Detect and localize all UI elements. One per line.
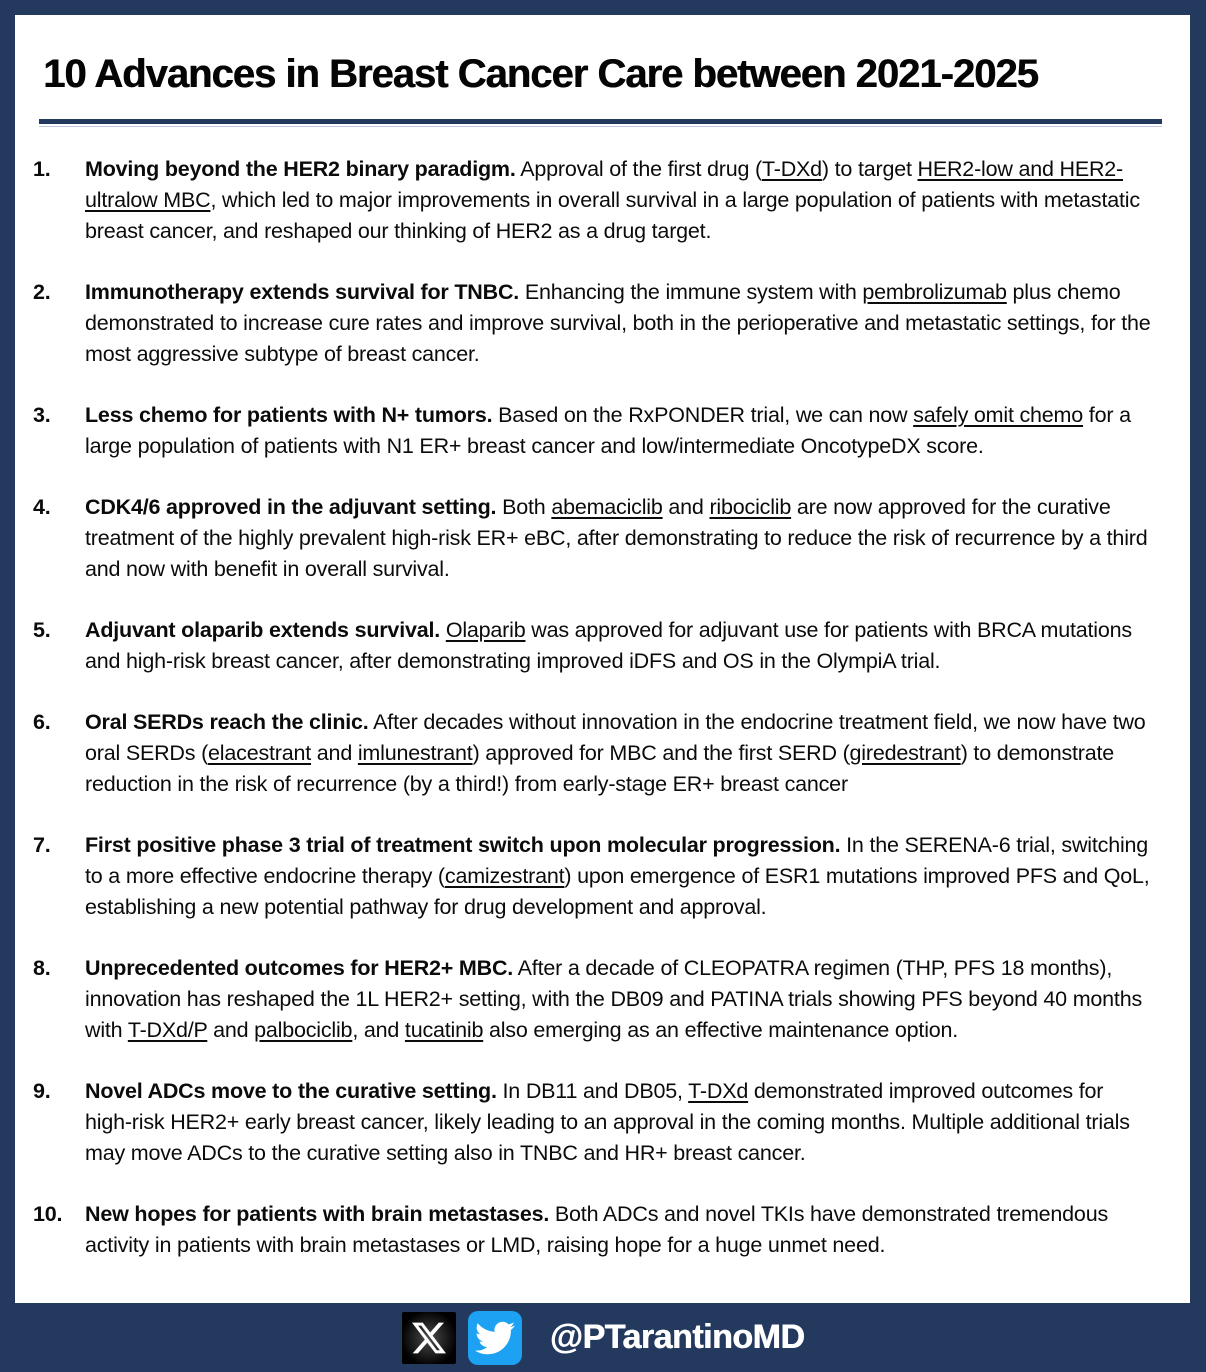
list-item <box>33 400 1170 462</box>
item-plain-text: , which led to major improvements in overall survival in a large population of patients with metastatic breast cancer, and reshaped our thinking of HER2 as a drug target. <box>85 188 1140 243</box>
item-plain-text: Both <box>496 495 552 519</box>
list-item <box>33 154 1170 247</box>
item-text <box>85 615 1170 677</box>
item-plain-text: also emerging as an effective maintenance option. <box>483 1018 959 1042</box>
item-lead-bold: First positive phase 3 trial of treatment switch upon molecular progression. <box>85 833 841 857</box>
item-underlined-term: safely omit chemo <box>913 403 1084 427</box>
twitter-bird-icon <box>468 1311 522 1365</box>
item-underlined-term: T-DXd/P <box>127 1018 208 1042</box>
item-underlined-term: camizestrant <box>444 864 565 888</box>
item-text <box>85 492 1170 585</box>
list-item <box>33 492 1170 585</box>
item-number: 1. <box>33 157 51 181</box>
item-plain-text: , and <box>352 1018 405 1042</box>
item-underlined-term: ribociclib <box>709 495 792 519</box>
item-plain-text: for a large population of patients with N1 ER+ breast cancer and low/intermediate OncotypeDX score. <box>85 403 1131 458</box>
item-lead-bold: Unprecedented outcomes for HER2+ MBC. <box>85 956 514 980</box>
item-plain-text: Approval of the first drug ( <box>515 157 762 181</box>
item-plain-text: In DB11 and DB05, <box>496 1079 689 1103</box>
item-text <box>85 154 1170 247</box>
item-number: 10. <box>33 1202 63 1226</box>
item-underlined-term: imlunestrant <box>357 741 473 765</box>
item-plain-text: Based on the RxPONDER trial, we can now <box>492 403 914 427</box>
item-lead-bold: Adjuvant olaparib extends survival. <box>85 618 441 642</box>
item-plain-text: are now approved for the curative treatment of the highly prevalent high-risk ER+ eBC, after demonstrating to reduce the risk of recurrence by a third and now with benefit in overall survival. <box>85 495 1148 581</box>
page-title: 10 Advances in Breast Cancer Care between 2021-2025 <box>43 52 1038 96</box>
item-text <box>85 953 1170 1046</box>
item-text <box>85 400 1170 462</box>
item-number: 4. <box>33 495 51 519</box>
item-text <box>85 830 1170 923</box>
item-plain-text: and <box>662 495 710 519</box>
list-item <box>33 1199 1170 1261</box>
item-lead-bold: Moving beyond the HER2 binary paradigm. <box>85 157 516 181</box>
item-underlined-term: T-DXd <box>688 1079 749 1103</box>
item-number: 5. <box>33 618 51 642</box>
item-number: 9. <box>33 1079 51 1103</box>
item-underlined-term: T-DXd <box>761 157 822 181</box>
item-underlined-term: palbociclib <box>254 1018 353 1042</box>
list-item <box>33 615 1170 677</box>
item-plain-text: Enhancing the immune system with <box>519 280 863 304</box>
item-lead-bold: CDK4/6 approved in the adjuvant setting. <box>85 495 497 519</box>
content-area <box>15 15 1190 1303</box>
item-underlined-term: abemaciclib <box>551 495 663 519</box>
item-number: 2. <box>33 280 51 304</box>
list-item <box>33 277 1170 370</box>
item-number: 8. <box>33 956 51 980</box>
item-plain-text: ) upon emergence of ESR1 mutations improved PFS and QoL, establishing a new potential pathway for drug development and approval. <box>85 864 1150 919</box>
item-underlined-term: pembrolizumab <box>862 280 1007 304</box>
item-lead-bold: Novel ADCs move to the curative setting. <box>85 1079 497 1103</box>
item-lead-bold: Immunotherapy extends survival for TNBC. <box>85 280 520 304</box>
item-plain-text: After decades without innovation in the endocrine treatment field, we now have two oral SERDs ( <box>85 710 1146 765</box>
item-plain-text: was approved for adjuvant use for patients with BRCA mutations and high-risk breast cancer, after demonstrating improved iDFS and OS in the OlympiA trial. <box>85 618 1132 673</box>
title-divider <box>39 119 1162 127</box>
item-text <box>85 277 1170 370</box>
item-plain-text: demonstrated improved outcomes for high-risk HER2+ early breast cancer, likely leading to an approval in the coming months. Multiple additional trials may move ADCs to the curative setting also in TNBC and HR+ breast cancer. <box>85 1079 1130 1165</box>
item-text <box>85 1076 1170 1169</box>
advances-list <box>33 154 1170 1261</box>
item-underlined-term: elacestrant <box>208 741 312 765</box>
item-plain-text: Both ADCs and novel TKIs have demonstrated tremendous activity in patients with brain metastases or LMD, raising hope for a huge unmet need. <box>85 1202 1109 1257</box>
item-plain-text: and <box>207 1018 255 1042</box>
list-item <box>33 707 1170 800</box>
item-underlined-term: giredestrant <box>849 741 961 765</box>
item-number: 3. <box>33 403 51 427</box>
item-text <box>85 707 1170 800</box>
divider-thick-line <box>39 119 1162 124</box>
item-plain-text: ) approved for MBC and the first SERD ( <box>472 741 850 765</box>
item-number: 6. <box>33 710 51 734</box>
item-plain-text: plus chemo demonstrated to increase cure rates and improve survival, both in the perioperative and metastatic settings, for the most aggressive subtype of breast cancer. <box>85 280 1151 366</box>
item-text <box>85 1199 1170 1261</box>
divider-thin-line <box>39 126 1162 127</box>
list-item <box>33 953 1170 1046</box>
item-lead-bold: Oral SERDs reach the clinic. <box>85 710 369 734</box>
list-item <box>33 1076 1170 1169</box>
item-number: 7. <box>33 833 51 857</box>
item-plain-text: ) to demonstrate reduction in the risk of recurrence (by a third!) from early-stage ER+ breast cancer <box>85 741 1115 796</box>
item-lead-bold: Less chemo for patients with N+ tumors. <box>85 403 493 427</box>
item-plain-text: In the SERENA-6 trial, switching to a more effective endocrine therapy ( <box>85 833 1149 888</box>
item-plain-text: After a decade of CLEOPATRA regimen (THP, PFS 18 months), innovation has reshaped the 1L HER2+ setting, with the DB09 and PATINA trials showing PFS beyond 40 months with <box>85 956 1143 1042</box>
social-handle: @PTarantinoMD <box>549 1318 805 1356</box>
item-underlined-term: HER2-low and HER2-ultralow MBC <box>85 157 1124 212</box>
footer-bar <box>0 1303 1206 1372</box>
item-plain-text: and <box>311 741 358 765</box>
item-plain-text: ) to target <box>821 157 918 181</box>
item-underlined-term: Olaparib <box>445 618 526 642</box>
list-item <box>33 830 1170 923</box>
item-lead-bold: New hopes for patients with brain metastases. <box>85 1202 550 1226</box>
item-underlined-term: tucatinib <box>404 1018 484 1042</box>
x-logo-icon <box>402 1312 456 1364</box>
